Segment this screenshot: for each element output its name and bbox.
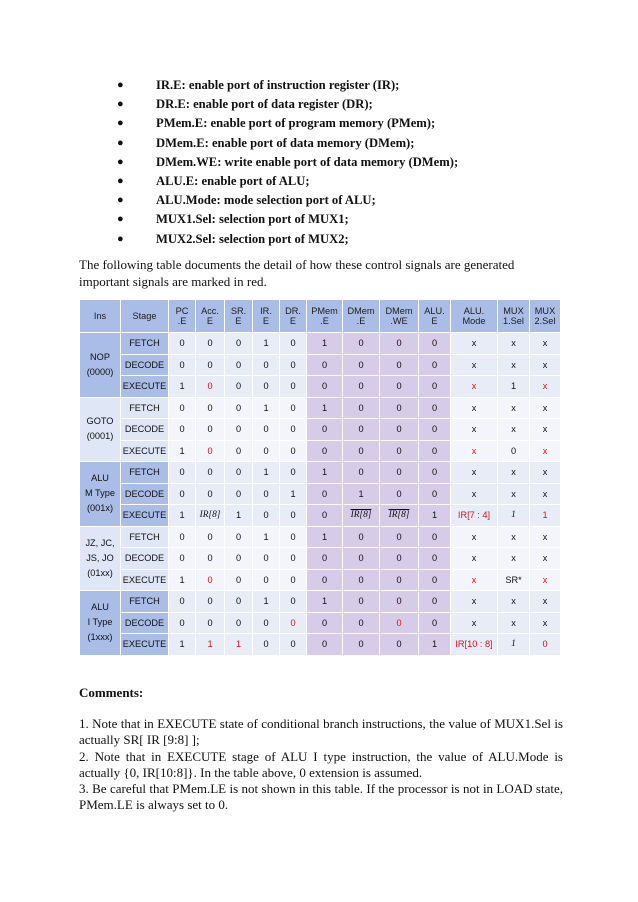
signal-cell: 0 bbox=[343, 612, 380, 634]
signal-cell: 0 bbox=[419, 591, 451, 613]
bullet-icon: ● bbox=[117, 213, 124, 226]
signal-cell: 0 bbox=[196, 440, 225, 462]
signal-cell: 0 bbox=[343, 526, 380, 548]
signal-cell: 0 bbox=[419, 483, 451, 505]
signal-cell: x bbox=[530, 419, 561, 441]
signal-cell: 0 bbox=[280, 333, 307, 355]
table-header-row bbox=[80, 300, 561, 333]
signal-cell: x bbox=[451, 526, 498, 548]
signal-cell: 0 bbox=[419, 548, 451, 570]
signal-cell: 1 bbox=[307, 526, 343, 548]
signal-cell: 0 bbox=[307, 376, 343, 398]
signal-cell: IR[8] bbox=[380, 505, 419, 527]
signal-cell: 0 bbox=[419, 376, 451, 398]
signal-cell: 0 bbox=[169, 333, 196, 355]
signal-cell: 0 bbox=[253, 505, 280, 527]
column-header: DR. E bbox=[280, 300, 307, 333]
signal-cell: 0 bbox=[253, 483, 280, 505]
list-item: ● MUX1.Sel: selection port of MUX1; bbox=[0, 210, 638, 229]
signal-cell: 0 bbox=[380, 634, 419, 656]
signal-list bbox=[0, 76, 638, 249]
signal-cell: 0 bbox=[307, 612, 343, 634]
signal-cell: 1 bbox=[225, 505, 253, 527]
stage-cell: DECODE bbox=[121, 548, 169, 570]
signal-cell: 0 bbox=[380, 354, 419, 376]
column-header: Ins bbox=[80, 300, 121, 333]
signal-cell: x bbox=[530, 548, 561, 570]
signal-cell: x bbox=[530, 591, 561, 613]
column-header: IR. E bbox=[253, 300, 280, 333]
signal-cell: 0 bbox=[253, 634, 280, 656]
table-row bbox=[80, 548, 561, 570]
signal-cell: 0 bbox=[419, 419, 451, 441]
list-item: ● DMem.E: enable port of data memory (DMem); bbox=[0, 134, 638, 153]
signal-cell: x bbox=[530, 376, 561, 398]
signal-cell: x bbox=[530, 397, 561, 419]
signal-cell: 0 bbox=[307, 634, 343, 656]
signal-cell: 1 bbox=[225, 634, 253, 656]
signal-cell: x bbox=[451, 548, 498, 570]
signal-cell: 1 bbox=[498, 634, 530, 656]
signal-cell: 0 bbox=[253, 354, 280, 376]
signal-cell: 0 bbox=[380, 376, 419, 398]
table-row bbox=[80, 376, 561, 398]
column-header: DMem .WE bbox=[380, 300, 419, 333]
signal-cell: 0 bbox=[419, 526, 451, 548]
signal-cell: 0 bbox=[380, 548, 419, 570]
signal-cell: x bbox=[498, 354, 530, 376]
bullet-icon: ● bbox=[117, 232, 124, 245]
stage-cell: EXECUTE bbox=[121, 634, 169, 656]
signal-cell: 0 bbox=[343, 462, 380, 484]
signal-cell: 0 bbox=[225, 591, 253, 613]
column-header: Stage bbox=[121, 300, 169, 333]
signal-cell: x bbox=[498, 483, 530, 505]
signal-cell: 0 bbox=[169, 548, 196, 570]
signal-cell: x bbox=[530, 440, 561, 462]
signal-cell: 0 bbox=[343, 419, 380, 441]
column-header: ALU. Mode bbox=[451, 300, 498, 333]
signal-cell: 0 bbox=[307, 548, 343, 570]
table-row bbox=[80, 505, 561, 527]
instruction-cell: ALU I Type (1xxx) bbox=[80, 591, 121, 656]
stage-cell: DECODE bbox=[121, 612, 169, 634]
signal-cell: 0 bbox=[225, 548, 253, 570]
list-item: ● DR.E: enable port of data register (DR); bbox=[0, 95, 638, 114]
column-header: MUX 2.Sel bbox=[530, 300, 561, 333]
signal-cell: 0 bbox=[343, 333, 380, 355]
bullet-icon: ● bbox=[117, 136, 124, 149]
intro-paragraph: The following table documents the detail of how these control signals are generated important signals are marked in red. bbox=[79, 257, 515, 289]
signal-cell: 0 bbox=[343, 397, 380, 419]
signal-cell: 0 bbox=[225, 376, 253, 398]
list-item: ● MUX2.Sel: selection port of MUX2; bbox=[0, 230, 638, 249]
column-header: Acc. E bbox=[196, 300, 225, 333]
signal-cell: 0 bbox=[380, 440, 419, 462]
signal-cell: 0 bbox=[307, 440, 343, 462]
signal-cell: 0 bbox=[196, 612, 225, 634]
signal-cell: 0 bbox=[196, 591, 225, 613]
signal-cell: x bbox=[530, 483, 561, 505]
column-header: PC .E bbox=[169, 300, 196, 333]
signal-cell: 0 bbox=[196, 569, 225, 591]
signal-cell: 0 bbox=[380, 526, 419, 548]
signal-cell: 1 bbox=[307, 397, 343, 419]
signal-cell: IR[8] bbox=[343, 505, 380, 527]
table-row bbox=[80, 483, 561, 505]
signal-cell: 0 bbox=[196, 483, 225, 505]
signal-cell: x bbox=[498, 419, 530, 441]
signal-cell: 0 bbox=[307, 419, 343, 441]
column-header: SR. E bbox=[225, 300, 253, 333]
signal-cell: 1 bbox=[280, 483, 307, 505]
signal-cell: x bbox=[451, 462, 498, 484]
signal-cell: 0 bbox=[196, 548, 225, 570]
list-item: ● PMem.E: enable port of program memory (PMem); bbox=[0, 114, 638, 133]
signal-cell: 0 bbox=[419, 397, 451, 419]
signal-cell: 0 bbox=[280, 591, 307, 613]
stage-cell: DECODE bbox=[121, 354, 169, 376]
signal-cell: 0 bbox=[280, 548, 307, 570]
signal-cell: 0 bbox=[196, 462, 225, 484]
comments-heading: Comments: bbox=[79, 685, 144, 700]
signal-cell: 0 bbox=[307, 483, 343, 505]
signal-cell: 0 bbox=[307, 354, 343, 376]
signal-cell: 0 bbox=[498, 440, 530, 462]
bullet-icon: ● bbox=[117, 155, 124, 168]
signal-cell: 0 bbox=[307, 505, 343, 527]
signal-cell: 0 bbox=[280, 634, 307, 656]
signal-cell: 0 bbox=[196, 376, 225, 398]
signal-cell: 1 bbox=[498, 376, 530, 398]
signal-cell: 1 bbox=[169, 505, 196, 527]
signal-cell: 0 bbox=[253, 440, 280, 462]
signal-cell: 0 bbox=[343, 354, 380, 376]
stage-cell: EXECUTE bbox=[121, 505, 169, 527]
signal-cell: x bbox=[498, 548, 530, 570]
signal-cell: 0 bbox=[307, 569, 343, 591]
signal-cell: 0 bbox=[225, 333, 253, 355]
signal-cell: 0 bbox=[196, 354, 225, 376]
list-item: ● ALU.Mode: mode selection port of ALU; bbox=[0, 191, 638, 210]
column-header: ALU. E bbox=[419, 300, 451, 333]
signal-cell: x bbox=[451, 483, 498, 505]
signal-cell: 0 bbox=[343, 376, 380, 398]
signal-cell: IR[7 : 4] bbox=[451, 505, 498, 527]
signal-cell: 0 bbox=[169, 591, 196, 613]
signal-cell: x bbox=[498, 397, 530, 419]
signal-cell: 0 bbox=[196, 526, 225, 548]
table-row bbox=[80, 419, 561, 441]
signal-cell: x bbox=[451, 419, 498, 441]
instruction-cell: ALU M Type (001x) bbox=[80, 462, 121, 527]
stage-cell: FETCH bbox=[121, 397, 169, 419]
signal-cell: 0 bbox=[225, 440, 253, 462]
signal-cell: x bbox=[451, 569, 498, 591]
bullet-icon: ● bbox=[117, 194, 124, 207]
signal-cell: 0 bbox=[419, 440, 451, 462]
signal-cell: 0 bbox=[253, 548, 280, 570]
signal-cell: x bbox=[451, 376, 498, 398]
signal-cell: 0 bbox=[225, 462, 253, 484]
signal-cell: 0 bbox=[253, 612, 280, 634]
signal-cell: 0 bbox=[253, 376, 280, 398]
signal-cell: x bbox=[498, 612, 530, 634]
signal-cell: x bbox=[530, 354, 561, 376]
signal-cell: 0 bbox=[380, 333, 419, 355]
table-row bbox=[80, 634, 561, 656]
bullet-icon: ● bbox=[117, 98, 124, 111]
signal-cell: 0 bbox=[225, 397, 253, 419]
stage-cell: EXECUTE bbox=[121, 376, 169, 398]
signal-cell: IR[8] bbox=[196, 505, 225, 527]
signal-cell: 0 bbox=[225, 483, 253, 505]
signal-cell: 0 bbox=[196, 397, 225, 419]
instruction-cell: JZ, JC, JS, JO (01xx) bbox=[80, 526, 121, 591]
table-row bbox=[80, 397, 561, 419]
signal-cell: 0 bbox=[253, 569, 280, 591]
table-row bbox=[80, 354, 561, 376]
signal-cell: 1 bbox=[419, 634, 451, 656]
stage-cell: FETCH bbox=[121, 591, 169, 613]
signal-cell: 0 bbox=[419, 333, 451, 355]
stage-cell: DECODE bbox=[121, 419, 169, 441]
signal-cell: x bbox=[530, 612, 561, 634]
signal-cell: 0 bbox=[280, 569, 307, 591]
signal-cell: 1 bbox=[307, 462, 343, 484]
signal-cell: x bbox=[498, 462, 530, 484]
signal-cell: 1 bbox=[498, 505, 530, 527]
signal-cell: 1 bbox=[253, 397, 280, 419]
signal-cell: 0 bbox=[380, 612, 419, 634]
list-item: ● DMem.WE: write enable port of data memory (DMem); bbox=[0, 153, 638, 172]
signal-cell: 0 bbox=[169, 354, 196, 376]
list-item: ● ALU.E: enable port of ALU; bbox=[0, 172, 638, 191]
comment-2: 2. Note that in EXECUTE stage of ALU I type instruction, the value of ALU.Mode is actually {0, IR[10:8]}. In the table above, 0 extension is assumed. bbox=[79, 748, 563, 780]
control-signal-table bbox=[79, 299, 561, 656]
signal-cell: 0 bbox=[253, 419, 280, 441]
signal-cell: x bbox=[451, 397, 498, 419]
column-header: PMem .E bbox=[307, 300, 343, 333]
signal-cell: x bbox=[498, 333, 530, 355]
signal-cell: 0 bbox=[419, 569, 451, 591]
signal-cell: 0 bbox=[280, 526, 307, 548]
signal-cell: x bbox=[451, 591, 498, 613]
signal-cell: 0 bbox=[343, 548, 380, 570]
signal-cell: IR[10 : 8] bbox=[451, 634, 498, 656]
comment-3: 3. Be careful that PMem.LE is not shown in this table. If the processor is not in LOAD state, PMem.LE is always set to 0. bbox=[79, 781, 563, 813]
signal-cell: x bbox=[451, 440, 498, 462]
signal-cell: 0 bbox=[169, 462, 196, 484]
stage-cell: FETCH bbox=[121, 526, 169, 548]
signal-cell: 1 bbox=[253, 526, 280, 548]
signal-cell: 1 bbox=[253, 333, 280, 355]
signal-cell: 0 bbox=[169, 397, 196, 419]
column-header: DMem .E bbox=[343, 300, 380, 333]
comments-block bbox=[79, 716, 563, 814]
stage-cell: EXECUTE bbox=[121, 569, 169, 591]
signal-cell: 0 bbox=[419, 462, 451, 484]
signal-cell: 1 bbox=[419, 505, 451, 527]
signal-cell: SR* bbox=[498, 569, 530, 591]
signal-cell: 0 bbox=[280, 419, 307, 441]
signal-cell: 0 bbox=[419, 612, 451, 634]
stage-cell: EXECUTE bbox=[121, 440, 169, 462]
signal-cell: 0 bbox=[225, 419, 253, 441]
signal-cell: 0 bbox=[343, 634, 380, 656]
table-row bbox=[80, 462, 561, 484]
signal-cell: x bbox=[498, 591, 530, 613]
bullet-icon: ● bbox=[117, 79, 124, 91]
signal-cell: x bbox=[530, 462, 561, 484]
stage-cell: FETCH bbox=[121, 462, 169, 484]
table-row bbox=[80, 526, 561, 548]
signal-cell: 0 bbox=[380, 569, 419, 591]
signal-cell: x bbox=[451, 612, 498, 634]
comment-1: 1. Note that in EXECUTE state of conditional branch instructions, the value of MUX1.Sel is actually SR[ IR [9:8] ]; bbox=[79, 716, 563, 748]
instruction-cell: NOP (0000) bbox=[80, 333, 121, 398]
signal-cell: 0 bbox=[380, 462, 419, 484]
signal-cell: 1 bbox=[169, 634, 196, 656]
signal-cell: 0 bbox=[225, 569, 253, 591]
signal-cell: x bbox=[498, 526, 530, 548]
signal-cell: 0 bbox=[343, 440, 380, 462]
signal-cell: 0 bbox=[280, 397, 307, 419]
signal-cell: 1 bbox=[196, 634, 225, 656]
signal-cell: 0 bbox=[280, 505, 307, 527]
signal-cell: 0 bbox=[530, 634, 561, 656]
signal-cell: x bbox=[451, 354, 498, 376]
signal-cell: 0 bbox=[380, 397, 419, 419]
signal-cell: 0 bbox=[280, 462, 307, 484]
signal-cell: 0 bbox=[343, 569, 380, 591]
signal-cell: 0 bbox=[169, 526, 196, 548]
column-header: MUX 1.Sel bbox=[498, 300, 530, 333]
signal-cell: 0 bbox=[225, 612, 253, 634]
table-row bbox=[80, 569, 561, 591]
stage-cell: FETCH bbox=[121, 333, 169, 355]
signal-cell: x bbox=[451, 333, 498, 355]
signal-cell: 1 bbox=[343, 483, 380, 505]
signal-cell: 0 bbox=[169, 419, 196, 441]
signal-cell: 1 bbox=[253, 591, 280, 613]
signal-cell: 1 bbox=[307, 333, 343, 355]
signal-cell: 1 bbox=[169, 440, 196, 462]
signal-cell: 1 bbox=[253, 462, 280, 484]
table-row bbox=[80, 333, 561, 355]
signal-cell: 0 bbox=[225, 354, 253, 376]
signal-cell: 0 bbox=[380, 483, 419, 505]
signal-cell: 1 bbox=[307, 591, 343, 613]
signal-cell: 0 bbox=[280, 440, 307, 462]
signal-cell: 0 bbox=[196, 333, 225, 355]
signal-cell: x bbox=[530, 526, 561, 548]
bullet-icon: ● bbox=[117, 117, 124, 130]
stage-cell: DECODE bbox=[121, 483, 169, 505]
table-row bbox=[80, 591, 561, 613]
signal-cell: x bbox=[530, 569, 561, 591]
signal-cell: 1 bbox=[169, 376, 196, 398]
signal-cell: 0 bbox=[225, 526, 253, 548]
signal-cell: 0 bbox=[280, 354, 307, 376]
signal-cell: 0 bbox=[169, 612, 196, 634]
list-item: ● IR.E: enable port of instruction register (IR); bbox=[0, 76, 638, 95]
signal-cell: 1 bbox=[530, 505, 561, 527]
signal-cell: 0 bbox=[419, 354, 451, 376]
signal-cell: 0 bbox=[280, 612, 307, 634]
signal-cell: 0 bbox=[196, 419, 225, 441]
signal-cell: x bbox=[530, 333, 561, 355]
table-row bbox=[80, 440, 561, 462]
signal-cell: 0 bbox=[343, 591, 380, 613]
signal-cell: 0 bbox=[169, 483, 196, 505]
signal-cell: 1 bbox=[169, 569, 196, 591]
instruction-cell: GOTO (0001) bbox=[80, 397, 121, 462]
bullet-icon: ● bbox=[117, 174, 124, 187]
signal-cell: 0 bbox=[280, 376, 307, 398]
signal-cell: 0 bbox=[380, 591, 419, 613]
signal-cell: 0 bbox=[380, 419, 419, 441]
table-row bbox=[80, 612, 561, 634]
